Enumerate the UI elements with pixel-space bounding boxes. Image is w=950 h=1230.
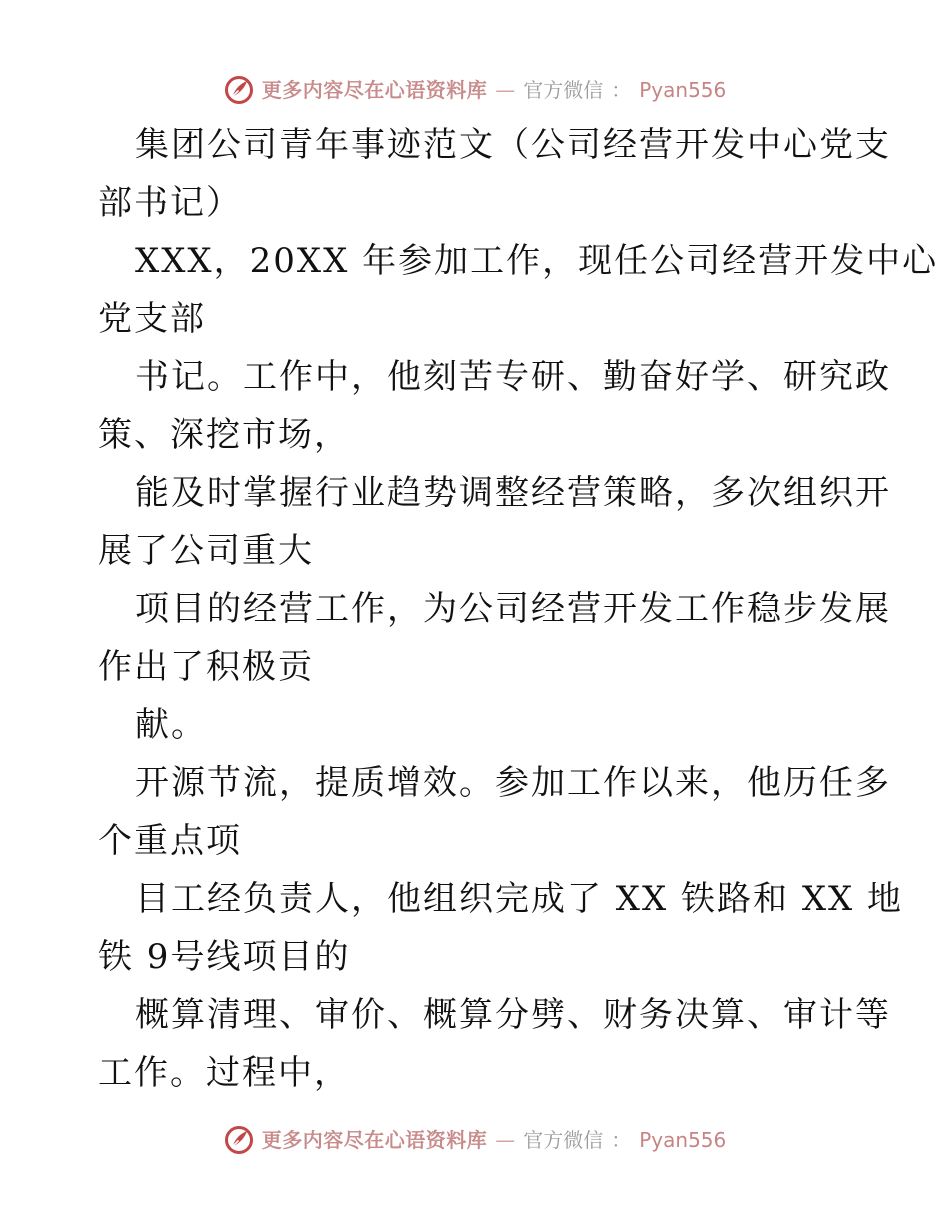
- text-line: 展了公司重大: [98, 531, 314, 571]
- watermark-colon: ：: [611, 1128, 632, 1152]
- text-line: 策、深挖市场，: [98, 415, 350, 455]
- watermark-wechat-id: Pyan556: [639, 78, 727, 102]
- quill-logo-icon: [224, 75, 254, 105]
- text-line: 开源节流，提质增效。参加工作以来，他历任多: [135, 763, 891, 803]
- text-line: 概算清理、审价、概算分劈、财务决算、审计等: [135, 995, 891, 1035]
- watermark-main-text: 更多内容尽在心语资料库: [261, 1128, 488, 1152]
- watermark-main-text: 更多内容尽在心语资料库: [261, 78, 488, 102]
- text-line: 党支部: [98, 299, 206, 339]
- text-line: 目工经负责人，他组织完成了 XX 铁路和 XX 地: [135, 879, 904, 919]
- watermark-separator: —: [495, 1128, 516, 1152]
- watermark-official-label: 官方微信: [523, 1128, 604, 1152]
- text-line: 作出了积极贡: [98, 647, 314, 687]
- watermark-colon: ：: [611, 78, 632, 102]
- body-text: [98, 116, 939, 1102]
- text-line: 书记。工作中，他刻苦专研、勤奋好学、研究政: [135, 357, 891, 397]
- text-line: 能及时掌握行业趋势调整经营策略，多次组织开: [135, 473, 891, 513]
- text-line: 铁 9号线项目的: [98, 937, 351, 977]
- text-line: XXX，20XX 年参加工作，现任公司经营开发中心: [135, 241, 939, 281]
- text-line: 集团公司青年事迹范文（公司经营开发中心党支: [135, 125, 891, 165]
- text-line: 工作。过程中，: [98, 1053, 350, 1093]
- text-line: 项目的经营工作，为公司经营开发工作稳步发展: [135, 589, 891, 629]
- watermark-wechat-id: Pyan556: [639, 1128, 727, 1152]
- quill-logo-icon: [224, 1125, 254, 1155]
- text-line: 部书记）: [98, 183, 242, 223]
- watermark-official-label: 官方微信: [523, 78, 604, 102]
- watermark-separator: —: [495, 78, 516, 102]
- text-line: 个重点项: [98, 821, 242, 861]
- text-line: 献。: [135, 705, 207, 745]
- watermark-footer: [0, 1118, 950, 1162]
- watermark-header: [0, 68, 950, 112]
